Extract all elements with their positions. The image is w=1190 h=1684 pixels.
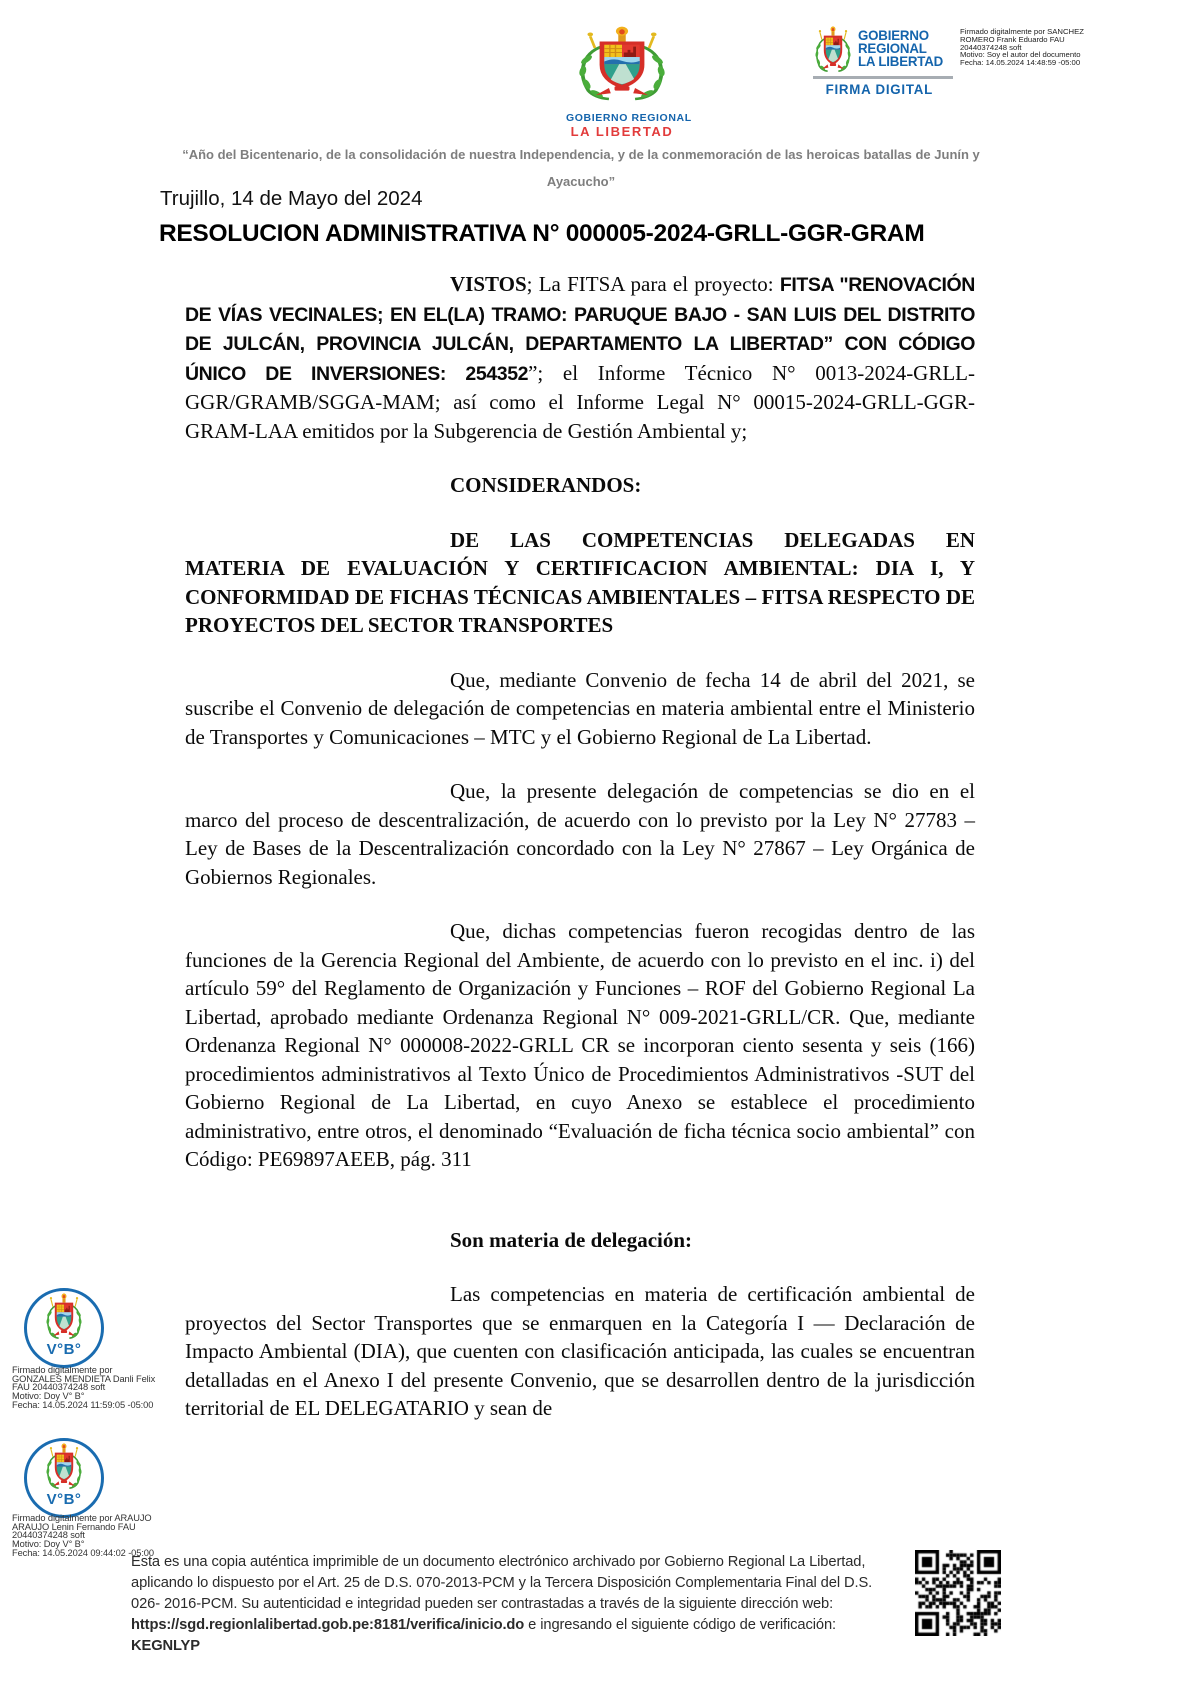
stamp-sig-line: Motivo: Doy V° B° <box>12 1391 85 1402</box>
digital-signature-header <box>960 28 1110 67</box>
logo-line-regional: REGIONAL <box>858 40 927 56</box>
signer-line: Motivo: Soy el autor del documento <box>960 50 1081 60</box>
logo-divider-line <box>813 76 953 79</box>
verification-code: KEGNLYP <box>131 1638 200 1654</box>
competencias-heading: DE LAS COMPETENCIAS DELEGADAS EN MATERIA DE EVALUACIÓN Y CERTIFICACION AMBIENTAL: DIA I, Y CONFORMIDAD DE FICHAS TÉCNICAS AMBIENTALES – FITSA RESPECTO DE PROYECTOS DEL SECTOR TRANSPORTES <box>185 527 975 637</box>
signer-line: ROMERO Frank Eduardo FAU <box>960 34 1065 44</box>
vb-text: V°B° <box>46 1341 82 1358</box>
stamp-sig-line: Motivo: Doy V° B° <box>12 1539 85 1550</box>
vistos-label: VISTOS <box>450 272 527 296</box>
vistos-sep: ; <box>526 272 539 296</box>
stamp-sig-line: Firmado digitalmente por <box>12 1365 113 1375</box>
resolution-body <box>185 270 975 1423</box>
logo-line-gobierno: GOBIERNO <box>858 27 929 43</box>
authenticity-note <box>131 1552 911 1657</box>
stamp-sig-line: Firmado digitalmente por ARAUJO <box>12 1513 152 1523</box>
firma-digital-label: FIRMA DIGITAL <box>825 81 934 97</box>
authenticity-line <box>131 1615 911 1636</box>
vistos-rest: el Informe Técnico N° 0013-2024-GRLL-GGR/GRAMB/SGGA-MAM; así como el Informe Legal N° 00015-2024-GRLL-GGR-GRAM-LAA emitidos por la Subgerencia de Gestión Ambiental y; <box>185 360 976 443</box>
paragraph-rof: Que, dichas competencias fueron recogidas dentro de las funciones de la Gerencia Regional del Ambiente, de acuerdo con lo previsto en el inc. i) del artículo 59° del Reglamento de Organización y Funciones – ROF del Gobierno Regional La Libertad, aprobado mediante Ordenanza Regional N° 009-2021-GRLL/CR. Que, mediante Ordenanza Regional N° 000008-2022-GRLL CR se incorporan ciento sesenta y seis (166) procedimientos administrativos al Texto Único de Procedimientos Administrativos -SUT del Gobierno Regional de La Libertad, en cuyo Anexo se establece el procedimiento administrativo, entre otros, el denominado “Evaluación de ficha técnica socio ambiental” con Código: PE69897AEEB, pág. 311 <box>185 919 975 1171</box>
paragraph-delegacion: Que, la presente delegación de competencias se dio en el marco del proceso de descentralización, de acuerdo con lo previsto por la Ley N° 27783 – Ley de Bases de la Descentralización concordado con la Ley N° 27867 – Ley Orgánica de Gobiernos Regionales. <box>185 779 975 889</box>
year-motto-line1: “Año del Bicentenario, de la consolidación de nuestra Independencia, y de la conmemoración de las heroicas batallas de Junín y <box>182 147 980 162</box>
vb-stamp-2 <box>24 1438 104 1518</box>
authenticity-line: aplicando lo dispuesto por el Art. 25 de D.S. 070-2013-PCM y la Tercera Disposición Complementaria Final del D.S. <box>131 1575 873 1591</box>
emblem-caption-la-libertad: LA LIBERTAD <box>570 124 674 139</box>
stamp-sig-line: ARAUJO Lenin Fernando FAU <box>12 1521 136 1532</box>
stamp-coat-of-arms-icon <box>41 1293 87 1345</box>
logo-line-la-libertad: LA LIBERTAD <box>858 53 944 69</box>
stamp-sig-line: Fecha: 14.05.2024 09:44:02 -05:00 <box>12 1547 154 1558</box>
vb-stamp-1 <box>24 1288 104 1368</box>
vistos-intro: La FITSA para el proyecto: <box>538 272 780 296</box>
emblem-caption-gobierno-regional: GOBIERNO REGIONAL <box>566 112 692 124</box>
resolution-title: RESOLUCION ADMINISTRATIVA N° 000005-2024-GRLL-GGR-GRAM <box>159 220 925 247</box>
vistos-paragraph <box>185 270 975 445</box>
stamp-sig-line: GONZALES MENDIETA Danli Felix <box>12 1373 156 1384</box>
regional-coat-of-arms <box>566 26 692 139</box>
place-date: Trujillo, 14 de Mayo del 2024 <box>160 187 423 210</box>
vistos-close: ”; <box>528 360 563 385</box>
firma-digital-coat-of-arms-icon <box>810 26 856 78</box>
authenticity-line: 026- 2016-PCM. Su autenticidad e integridad pueden ser contrastadas a través de la siguiente dirección web: <box>131 1596 834 1612</box>
signer-line: Fecha: 14.05.2024 14:48:59 -05:00 <box>960 58 1081 68</box>
signer-line: 20440374248 soft <box>960 42 1022 52</box>
year-motto-line2: Ayacucho” <box>546 174 616 189</box>
verification-url[interactable]: https://sgd.regionlalibertad.gob.pe:8181/verifica/inicio.do <box>131 1617 525 1633</box>
qr-code <box>915 1550 1001 1636</box>
materia-heading: Son materia de delegación: <box>450 1227 693 1252</box>
stamp-coat-of-arms-icon <box>41 1443 87 1495</box>
vb-text: V°B° <box>46 1491 82 1508</box>
coat-of-arms-icon <box>566 26 678 110</box>
verification-url-suffix: e ingresando el siguiente código de verificación: <box>524 1617 836 1633</box>
paragraph-materia: Las competencias en materia de certificación ambiental de proyectos del Sector Transportes que se enmarquen en la Categoría I — Declaración de Impacto Ambiental (DIA), que cuenten con clasificación anticipada, las cuales se encuentran detalladas en el Anexo I del presente Convenio, que se desarrollen dentro de la jurisdicción territorial de EL DELEGATARIO y sean de <box>185 1282 975 1420</box>
signer-line: Firmado digitalmente por SANCHEZ <box>960 27 1084 36</box>
stamp-signature-1 <box>12 1366 155 1410</box>
authenticity-line: Esta es una copia auténtica imprimible de un documento electrónico archivado por Gobierno Regional La Libertad, <box>131 1554 866 1570</box>
stamp-sig-line: 20440374248 soft <box>12 1530 85 1541</box>
firma-digital-logo-text <box>858 29 943 68</box>
stamp-signature-2 <box>12 1514 154 1558</box>
stamp-sig-line: FAU 20440374248 soft <box>12 1382 106 1393</box>
paragraph-convenio: Que, mediante Convenio de fecha 14 de abril del 2021, se suscribe el Convenio de delegación de competencias en materia ambiental entre el Ministerio de Transportes y Comunicaciones – MTC y el Gobierno Regional de La Libertad. <box>185 667 975 749</box>
project-name: FITSA "RENOVACIÓN DE VÍAS VECINALES; EN EL(LA) TRAMO: PARUQUE BAJO - SAN LUIS DEL DISTRITO DE JULCÁN, PROVINCIA JULCÁN, DEPARTAMENTO LA LIBERTAD” CON CÓDIGO ÚNICO DE INVERSIONES: 254352 <box>185 274 975 385</box>
stamp-sig-line: Fecha: 14.05.2024 11:59:05 -05:00 <box>12 1399 154 1410</box>
considerandos-heading: CONSIDERANDOS: <box>450 473 642 497</box>
